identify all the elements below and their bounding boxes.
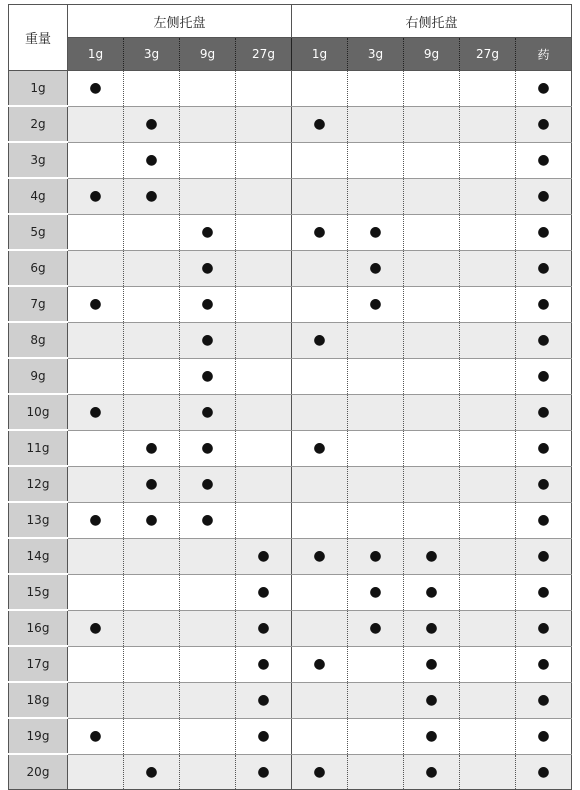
weight-cell: 6g (9, 250, 68, 286)
left-tray-empty-cell (236, 430, 292, 466)
left-tray-mark-cell: ● (68, 71, 124, 107)
left-tray-empty-cell (68, 574, 124, 610)
right-tray-mark-cell: ● (348, 574, 404, 610)
left-tray-empty-cell (124, 574, 180, 610)
weight-cell: 13g (9, 502, 68, 538)
right-tray-empty-cell (292, 394, 348, 430)
right-tray-empty-cell (348, 754, 404, 790)
left-tray-empty-cell (68, 214, 124, 250)
left-tray-empty-cell (236, 178, 292, 214)
left-tray-mark-cell: ● (68, 178, 124, 214)
table-row (9, 718, 572, 754)
right-tray-mark-cell: ● (348, 286, 404, 322)
right-tray-mark-cell: ● (516, 610, 572, 646)
left-tray-empty-cell (68, 322, 124, 358)
right-tray-mark-cell: ● (404, 610, 460, 646)
left-col-header: 9g (180, 38, 236, 71)
right-tray-mark-cell: ● (516, 71, 572, 107)
right-tray-empty-cell (348, 142, 404, 178)
right-tray-empty-cell (460, 502, 516, 538)
right-tray-empty-cell (348, 502, 404, 538)
right-tray-mark-cell: ● (348, 214, 404, 250)
left-tray-mark-cell: ● (180, 214, 236, 250)
right-tray-empty-cell (292, 610, 348, 646)
left-col-header: 27g (236, 38, 292, 71)
right-tray-empty-cell (404, 394, 460, 430)
left-tray-mark-cell: ● (236, 574, 292, 610)
left-tray-empty-cell (180, 178, 236, 214)
left-tray-empty-cell (236, 466, 292, 502)
table-row (9, 178, 572, 214)
right-tray-empty-cell (404, 106, 460, 142)
left-tray-mark-cell: ● (124, 466, 180, 502)
right-tray-mark-cell: ● (292, 754, 348, 790)
balance-weight-table-container (8, 4, 572, 790)
right-tray-empty-cell (348, 106, 404, 142)
right-tray-mark-cell: ● (516, 106, 572, 142)
right-tray-empty-cell (460, 430, 516, 466)
right-tray-mark-cell: ● (516, 394, 572, 430)
table-row (9, 214, 572, 250)
table-row (9, 430, 572, 466)
left-tray-mark-cell: ● (236, 718, 292, 754)
left-tray-mark-cell: ● (180, 502, 236, 538)
left-tray-empty-cell (68, 538, 124, 574)
left-tray-mark-cell: ● (180, 250, 236, 286)
weight-cell: 4g (9, 178, 68, 214)
table-row (9, 322, 572, 358)
left-tray-empty-cell (124, 286, 180, 322)
left-tray-mark-cell: ● (180, 394, 236, 430)
right-tray-empty-cell (460, 754, 516, 790)
right-tray-mark-cell: ● (516, 538, 572, 574)
left-tray-empty-cell (68, 106, 124, 142)
weight-cell: 5g (9, 214, 68, 250)
left-tray-empty-cell (124, 250, 180, 286)
right-tray-empty-cell (460, 358, 516, 394)
right-tray-empty-cell (292, 358, 348, 394)
left-tray-empty-cell (68, 682, 124, 718)
weight-cell: 7g (9, 286, 68, 322)
right-tray-empty-cell (404, 502, 460, 538)
left-tray-mark-cell: ● (236, 538, 292, 574)
left-tray-empty-cell (236, 358, 292, 394)
right-tray-mark-cell: ● (292, 106, 348, 142)
subheader-row (9, 38, 572, 71)
right-tray-empty-cell (292, 178, 348, 214)
left-tray-empty-cell (124, 538, 180, 574)
right-col-header: 1g (292, 38, 348, 71)
left-tray-empty-cell (124, 646, 180, 682)
left-tray-empty-cell (180, 142, 236, 178)
weight-cell: 14g (9, 538, 68, 574)
left-tray-empty-cell (236, 502, 292, 538)
weight-cell: 9g (9, 358, 68, 394)
left-tray-empty-cell (124, 358, 180, 394)
right-tray-mark-cell: ● (516, 322, 572, 358)
left-tray-mark-cell: ● (236, 610, 292, 646)
left-tray-empty-cell (180, 682, 236, 718)
left-tray-mark-cell: ● (124, 142, 180, 178)
right-tray-mark-cell: ● (292, 214, 348, 250)
table-row (9, 574, 572, 610)
weight-cell: 3g (9, 142, 68, 178)
right-tray-empty-cell (404, 466, 460, 502)
left-tray-empty-cell (236, 394, 292, 430)
right-tray-empty-cell (348, 394, 404, 430)
right-tray-empty-cell (460, 646, 516, 682)
right-tray-mark-cell: ● (516, 502, 572, 538)
right-tray-empty-cell (348, 71, 404, 107)
weight-cell: 10g (9, 394, 68, 430)
table-row (9, 250, 572, 286)
right-tray-mark-cell: ● (516, 286, 572, 322)
left-tray-empty-cell (236, 106, 292, 142)
right-tray-empty-cell (460, 394, 516, 430)
left-tray-empty-cell (180, 718, 236, 754)
right-tray-empty-cell (460, 610, 516, 646)
left-tray-empty-cell (68, 250, 124, 286)
left-tray-mark-cell: ● (180, 430, 236, 466)
left-tray-empty-cell (124, 610, 180, 646)
left-tray-mark-cell: ● (68, 718, 124, 754)
left-tray-mark-cell: ● (68, 610, 124, 646)
right-tray-empty-cell (292, 142, 348, 178)
right-tray-mark-cell: ● (292, 646, 348, 682)
right-tray-mark-cell: ● (516, 358, 572, 394)
right-tray-empty-cell (348, 430, 404, 466)
left-tray-mark-cell: ● (180, 358, 236, 394)
table-row (9, 538, 572, 574)
left-tray-empty-cell (236, 322, 292, 358)
left-tray-mark-cell: ● (68, 286, 124, 322)
left-col-header: 1g (68, 38, 124, 71)
left-tray-mark-cell: ● (124, 106, 180, 142)
right-tray-mark-cell: ● (404, 646, 460, 682)
left-tray-empty-cell (68, 754, 124, 790)
left-tray-empty-cell (124, 682, 180, 718)
right-tray-empty-cell (404, 214, 460, 250)
right-tray-mark-cell: ● (348, 250, 404, 286)
left-tray-empty-cell (68, 358, 124, 394)
right-tray-mark-cell: ● (348, 538, 404, 574)
right-tray-mark-cell: ● (404, 538, 460, 574)
weight-cell: 15g (9, 574, 68, 610)
right-tray-empty-cell (460, 250, 516, 286)
right-tray-empty-cell (348, 646, 404, 682)
table-row (9, 358, 572, 394)
table-row (9, 106, 572, 142)
left-col-header: 3g (124, 38, 180, 71)
right-tray-empty-cell (460, 718, 516, 754)
right-tray-empty-cell (460, 142, 516, 178)
right-tray-empty-cell (460, 466, 516, 502)
left-tray-empty-cell (236, 142, 292, 178)
weight-cell: 16g (9, 610, 68, 646)
table-row (9, 682, 572, 718)
right-tray-mark-cell: ● (516, 754, 572, 790)
left-tray-empty-cell (124, 322, 180, 358)
right-tray-empty-cell (460, 71, 516, 107)
left-tray-mark-cell: ● (124, 430, 180, 466)
right-tray-mark-cell: ● (516, 178, 572, 214)
left-tray-mark-cell: ● (124, 754, 180, 790)
table-row (9, 646, 572, 682)
weight-column-header: 重量 (9, 5, 68, 71)
left-tray-empty-cell (236, 214, 292, 250)
left-tray-empty-cell (180, 71, 236, 107)
right-tray-empty-cell (460, 682, 516, 718)
table-row (9, 71, 572, 107)
right-tray-empty-cell (460, 322, 516, 358)
left-tray-mark-cell: ● (236, 682, 292, 718)
right-tray-mark-cell: ● (516, 682, 572, 718)
right-tray-empty-cell (404, 322, 460, 358)
weight-cell: 8g (9, 322, 68, 358)
right-tray-empty-cell (404, 142, 460, 178)
right-tray-empty-cell (404, 178, 460, 214)
left-tray-header: 左侧托盘 (68, 5, 292, 38)
table-row (9, 610, 572, 646)
right-tray-empty-cell (460, 574, 516, 610)
right-tray-mark-cell: ● (292, 430, 348, 466)
right-tray-empty-cell (292, 71, 348, 107)
left-tray-empty-cell (180, 538, 236, 574)
left-tray-empty-cell (124, 394, 180, 430)
right-tray-mark-cell: ● (516, 430, 572, 466)
left-tray-empty-cell (180, 106, 236, 142)
left-tray-mark-cell: ● (124, 502, 180, 538)
left-tray-mark-cell: ● (236, 646, 292, 682)
left-tray-empty-cell (68, 466, 124, 502)
left-tray-empty-cell (124, 718, 180, 754)
left-tray-mark-cell: ● (180, 286, 236, 322)
right-tray-empty-cell (404, 358, 460, 394)
right-tray-empty-cell (404, 286, 460, 322)
table-row (9, 286, 572, 322)
right-col-header: 27g (460, 38, 516, 71)
right-tray-mark-cell: ● (516, 574, 572, 610)
right-col-header: 3g (348, 38, 404, 71)
left-tray-mark-cell: ● (180, 322, 236, 358)
right-tray-mark-cell: ● (404, 754, 460, 790)
left-tray-mark-cell: ● (180, 466, 236, 502)
table-row (9, 394, 572, 430)
right-tray-empty-cell (348, 322, 404, 358)
balance-weight-table (8, 4, 572, 790)
right-tray-mark-cell: ● (516, 646, 572, 682)
left-tray-empty-cell (124, 71, 180, 107)
left-tray-empty-cell (180, 610, 236, 646)
table-row (9, 502, 572, 538)
weight-cell: 17g (9, 646, 68, 682)
weight-cell: 11g (9, 430, 68, 466)
left-tray-mark-cell: ● (68, 394, 124, 430)
left-tray-mark-cell: ● (236, 754, 292, 790)
right-tray-empty-cell (292, 574, 348, 610)
right-col-header: 9g (404, 38, 460, 71)
weight-cell: 12g (9, 466, 68, 502)
right-tray-empty-cell (404, 71, 460, 107)
left-tray-empty-cell (180, 646, 236, 682)
right-tray-empty-cell (348, 466, 404, 502)
weight-cell: 2g (9, 106, 68, 142)
weight-cell: 19g (9, 718, 68, 754)
right-tray-empty-cell (348, 358, 404, 394)
right-tray-mark-cell: ● (516, 250, 572, 286)
right-tray-empty-cell (292, 718, 348, 754)
right-tray-empty-cell (460, 214, 516, 250)
right-tray-header: 右侧托盘 (292, 5, 572, 38)
right-tray-empty-cell (404, 430, 460, 466)
right-tray-empty-cell (348, 718, 404, 754)
right-tray-mark-cell: ● (292, 538, 348, 574)
right-tray-mark-cell: ● (348, 610, 404, 646)
right-tray-mark-cell: ● (404, 574, 460, 610)
right-tray-empty-cell (292, 682, 348, 718)
right-tray-empty-cell (292, 250, 348, 286)
right-tray-mark-cell: ● (516, 466, 572, 502)
right-tray-empty-cell (404, 250, 460, 286)
group-header-row (9, 5, 572, 38)
left-tray-empty-cell (68, 646, 124, 682)
right-tray-empty-cell (460, 538, 516, 574)
left-tray-empty-cell (68, 142, 124, 178)
right-tray-empty-cell (348, 178, 404, 214)
left-tray-empty-cell (68, 430, 124, 466)
weight-cell: 1g (9, 71, 68, 107)
right-tray-empty-cell (460, 178, 516, 214)
left-tray-empty-cell (180, 754, 236, 790)
right-tray-empty-cell (460, 106, 516, 142)
left-tray-empty-cell (236, 250, 292, 286)
left-tray-empty-cell (236, 71, 292, 107)
left-tray-mark-cell: ● (68, 502, 124, 538)
left-tray-empty-cell (124, 214, 180, 250)
left-tray-empty-cell (236, 286, 292, 322)
table-body (9, 71, 572, 790)
right-tray-empty-cell (292, 286, 348, 322)
left-tray-mark-cell: ● (124, 178, 180, 214)
right-tray-empty-cell (292, 502, 348, 538)
right-tray-empty-cell (460, 286, 516, 322)
table-row (9, 466, 572, 502)
right-tray-mark-cell: ● (404, 682, 460, 718)
left-tray-empty-cell (180, 574, 236, 610)
right-tray-mark-cell: ● (404, 718, 460, 754)
right-tray-mark-cell: ● (516, 718, 572, 754)
right-tray-mark-cell: ● (516, 214, 572, 250)
right-col-header: 药 (516, 38, 572, 71)
table-row (9, 142, 572, 178)
table-row (9, 754, 572, 790)
right-tray-empty-cell (292, 466, 348, 502)
right-tray-mark-cell: ● (516, 142, 572, 178)
weight-cell: 18g (9, 682, 68, 718)
right-tray-mark-cell: ● (292, 322, 348, 358)
weight-cell: 20g (9, 754, 68, 790)
right-tray-empty-cell (348, 682, 404, 718)
